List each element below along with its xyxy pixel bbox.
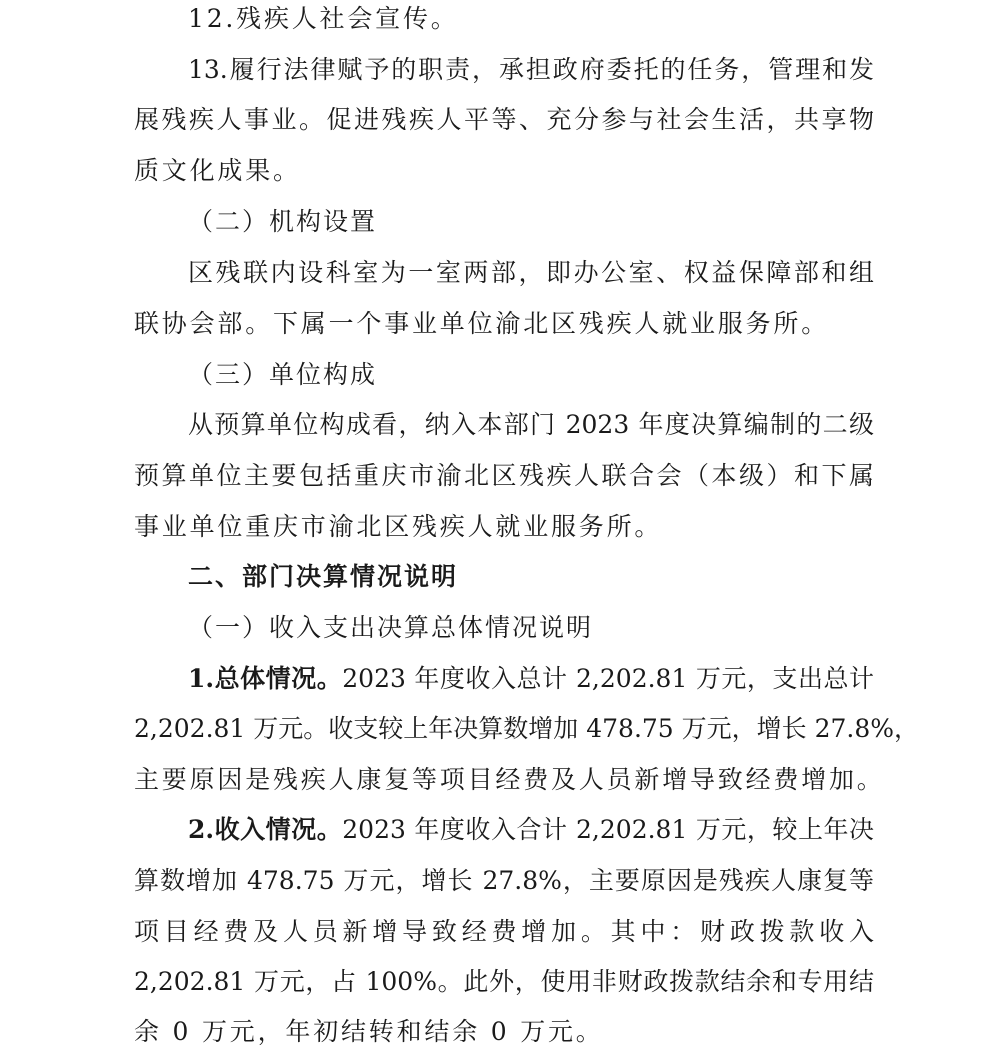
text-line: 余 0 万元，年初结转和结余 0 万元。 xyxy=(134,1017,604,1046)
paragraph-lead: 2.收入情况。 xyxy=(188,815,343,844)
text-line: 主要原因是残疾人康复等项目经费及人员新增导致经费增加。 xyxy=(134,765,885,794)
section-heading: （三）单位构成 xyxy=(188,360,378,389)
section-heading: （一）收入支出决算总体情况说明 xyxy=(188,613,594,642)
text-line: 2,202.81 万元，占 100%。此外，使用非财政拨款结余和专用结 xyxy=(134,967,874,996)
text-line xyxy=(188,653,874,704)
text-line: 展残疾人事业。促进残疾人平等、充分参与社会生活，共享物 xyxy=(134,105,874,134)
text-run: 2023 年度收入总计 2,202.81 万元，支出总计 xyxy=(342,664,874,693)
text-line: 13.履行法律赋予的职责，承担政府委托的任务，管理和发 xyxy=(188,55,874,84)
paragraph-lead: 1.总体情况。 xyxy=(188,664,343,693)
text-line: 12.残疾人社会宣传。 xyxy=(188,4,459,33)
text-line: 联协会部。下属一个事业单位渝北区残疾人就业服务所。 xyxy=(134,309,830,338)
text-line: 预算单位主要包括重庆市渝北区残疾人联合会（本级）和下属 xyxy=(134,461,874,490)
text-line: 项目经费及人员新增导致经费增加。其中：财政拨款收入 xyxy=(134,917,874,946)
text-line: 区残联内设科室为一室两部，即办公室、权益保障部和组 xyxy=(188,258,874,287)
text-line: 从预算单位构成看，纳入本部门 2023 年度决算编制的二级 xyxy=(188,410,874,439)
text-line: 算数增加 478.75 万元，增长 27.8%，主要原因是残疾人康复等 xyxy=(134,866,874,895)
section-heading: （二）机构设置 xyxy=(188,207,378,236)
text-line: 质文化成果。 xyxy=(134,156,301,185)
text-line xyxy=(188,804,874,855)
text-line: 2,202.81 万元。收支较上年决算数增加 478.75 万元，增长 27.8%， xyxy=(134,714,920,743)
text-run: 2023 年度收入合计 2,202.81 万元，较上年决 xyxy=(342,815,874,844)
text-line: 事业单位重庆市渝北区残疾人就业服务所。 xyxy=(134,512,663,541)
chapter-heading: 二、部门决算情况说明 xyxy=(188,562,459,591)
